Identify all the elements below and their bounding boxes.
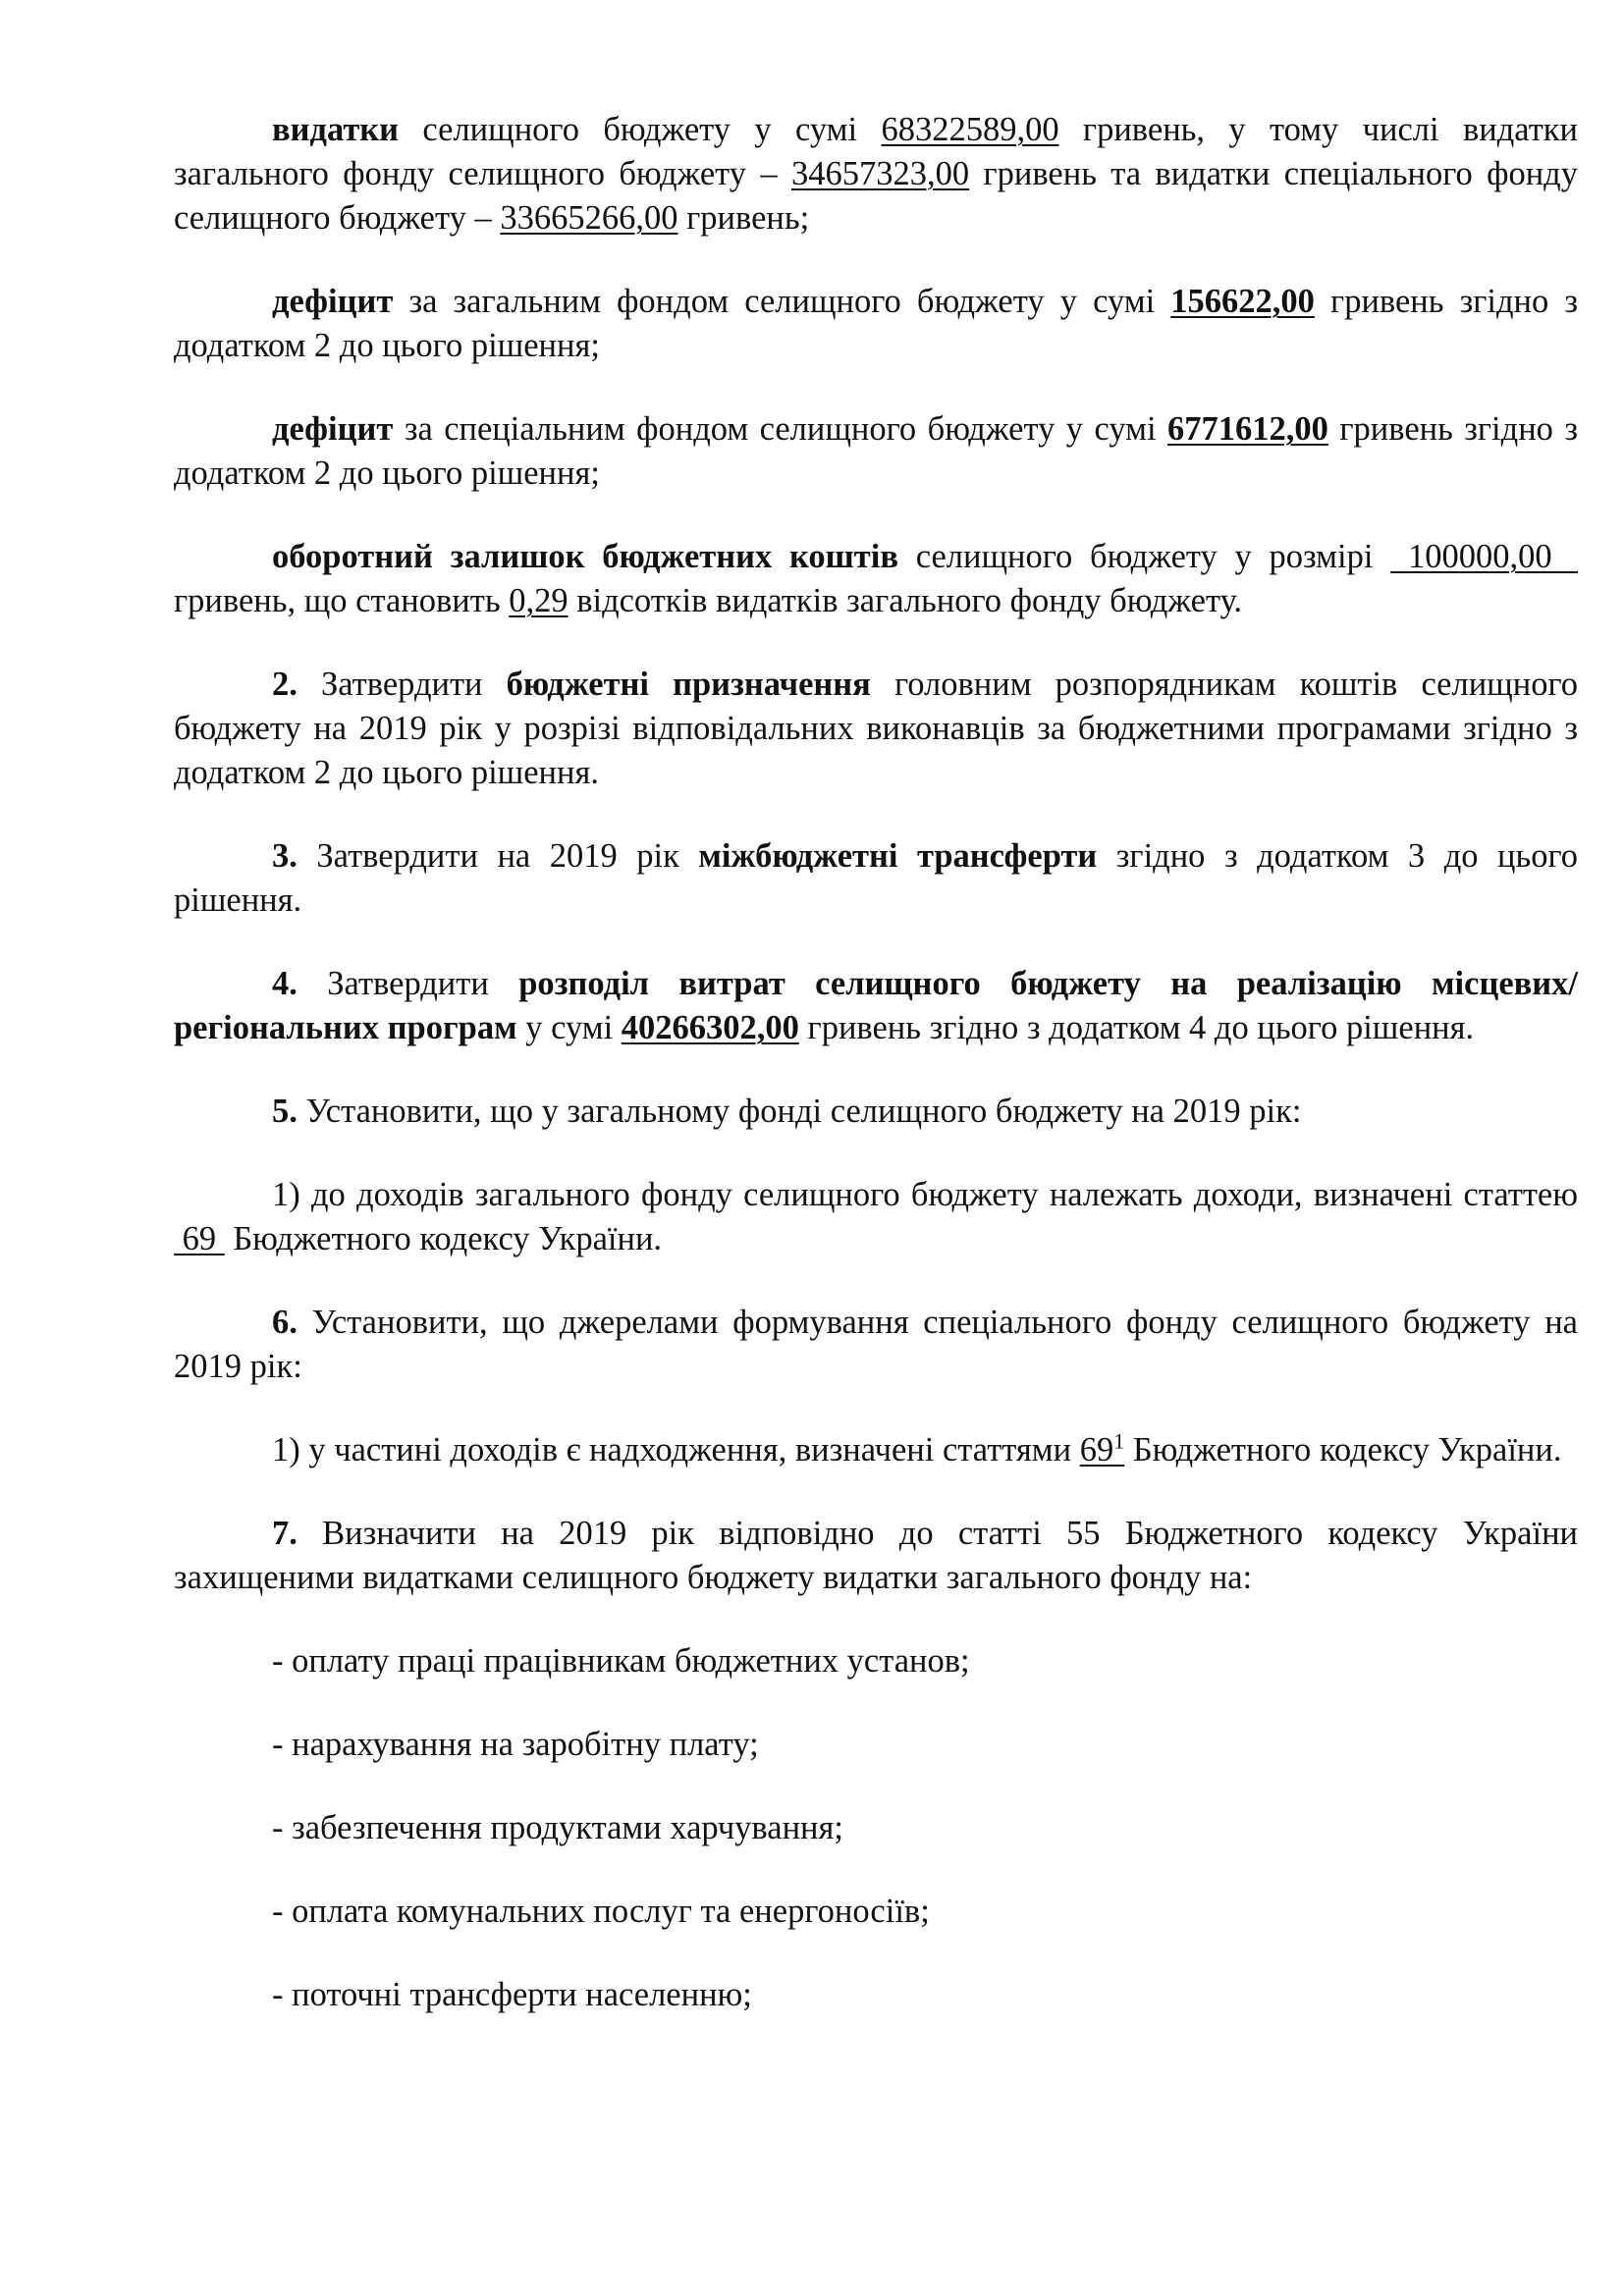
text-span: гривень; (677, 199, 810, 237)
term-expenditures: видатки (272, 111, 400, 148)
paragraph-item-3 (174, 834, 1578, 923)
paragraph-item-6-1 (174, 1428, 1578, 1472)
term-interbudget-transfers: міжбюджетні трансферти (698, 837, 1098, 875)
list-item: - забезпечення продуктами харчування; (272, 1809, 843, 1846)
paragraph-item-7 (174, 1512, 1578, 1600)
list-item: - поточні трансферти населенню; (272, 1976, 752, 2013)
article-number-superscript: 1 (1113, 1428, 1125, 1454)
article-number: 69 (174, 1220, 225, 1257)
paragraph-item-5 (174, 1090, 1578, 1134)
text-span: Установити, що у загальному фонді селищного бюджету на 2019 рік: (297, 1093, 1302, 1130)
document-body (174, 108, 1578, 2056)
text-span: головним розпорядникам коштів селищного бюджету на 2019 рік у розрізі відповідальних виконавців за бюджетними програмами згідно з додатком 2 до цього рішення. (174, 666, 1578, 791)
item-number: 6. (272, 1304, 298, 1341)
text-span: у сумі (516, 1009, 622, 1046)
paragraph-item-5-1 (174, 1173, 1578, 1261)
paragraph-working-balance (174, 535, 1578, 623)
article-number-main: 69 (1079, 1431, 1114, 1468)
item-number: 4. (272, 965, 298, 1002)
term-deficit: дефіцит (272, 283, 394, 320)
amount-working-balance: 100000,00 (1390, 538, 1578, 575)
text-span: гривень згідно з додатком 2 до цього рішення; (174, 283, 1579, 364)
term-working-balance: оборотний залишок бюджетних коштів (272, 538, 898, 575)
paragraph-expenditures (174, 108, 1578, 240)
text-span: гривень згідно з додатком 2 до цього рішення; (174, 410, 1578, 492)
item-number: 3. (272, 837, 298, 875)
text-span: гривень, що становить (174, 582, 510, 619)
term-deficit: дефіцит (272, 410, 394, 448)
text-span: селищного бюджету у розмірі (897, 538, 1391, 575)
amount-general-deficit: 156622,00 (1170, 283, 1315, 320)
text-span: Установити, що джерелами формування спеціального фонду селищного бюджету на 2019 рік: (174, 1304, 1578, 1385)
paragraph-item-4 (174, 962, 1578, 1050)
paragraph-general-deficit (174, 280, 1578, 368)
term-budget-assignments: бюджетні призначення (506, 666, 871, 703)
item-number: 7. (272, 1515, 298, 1552)
text-span: гривень, у тому числі видатки загального фонду селищного бюджету – (174, 111, 1578, 192)
paragraph-item-2 (174, 663, 1578, 795)
text-span: згідно з додатком 3 до цього рішення. (174, 837, 1579, 919)
text-span: 1) у частині доходів є надходження, визначені статтями (272, 1431, 1080, 1468)
amount-special-deficit: 6771612,00 (1167, 410, 1328, 448)
list-item: - оплата комунальних послуг та енергоносіїв; (272, 1893, 930, 1930)
text-span: селищного бюджету у сумі (399, 111, 882, 148)
amount-special-fund: 33665266,00 (500, 199, 678, 237)
text-span: гривень та видатки спеціального фонду селищного бюджету – (174, 155, 1578, 237)
text-span: 1) до доходів загального фонду селищного бюджету належать доходи, визначені статтею (272, 1176, 1578, 1213)
item-number: 2. (272, 666, 298, 703)
paragraph-item-6 (174, 1301, 1578, 1389)
term-program-distribution: розподіл витрат селищного бюджету на реалізацію місцевих/регіональних програм (174, 965, 1578, 1046)
text-span: відсотків видатків загального фонду бюджету. (568, 582, 1243, 619)
text-span: Бюджетного кодексу України. (224, 1220, 663, 1257)
item-number: 5. (272, 1093, 298, 1130)
text-span: Затвердити на 2019 рік (297, 837, 699, 875)
paragraph-special-deficit (174, 407, 1578, 496)
text-span: за загальним фондом селищного бюджету у сумі (393, 283, 1171, 320)
text-span: Затвердити (297, 965, 519, 1002)
protected-expenditures-list (174, 1639, 1578, 2017)
text-span: за спеціальним фондом селищного бюджету у сумі (393, 410, 1168, 448)
text-span: гривень згідно з додатком 4 до цього рішення. (798, 1009, 1475, 1046)
text-span: Визначити на 2019 рік відповідно до статті 55 Бюджетного кодексу України захищеними видатками селищного бюджету видатки загального фонду на: (174, 1515, 1578, 1596)
amount-total-expenditures: 68322589,00 (881, 111, 1059, 148)
article-number (1079, 1428, 1125, 1468)
amount-general-fund: 34657323,00 (791, 155, 970, 192)
amount-programs: 40266302,00 (621, 1009, 799, 1046)
text-span: Затвердити (297, 666, 507, 703)
list-item: - оплату праці працівникам бюджетних установ; (272, 1642, 970, 1680)
list-item: - нарахування на заробітну плату; (272, 1726, 759, 1763)
percent-value: 0,29 (509, 582, 568, 619)
text-span: Бюджетного кодексу України. (1124, 1431, 1562, 1468)
